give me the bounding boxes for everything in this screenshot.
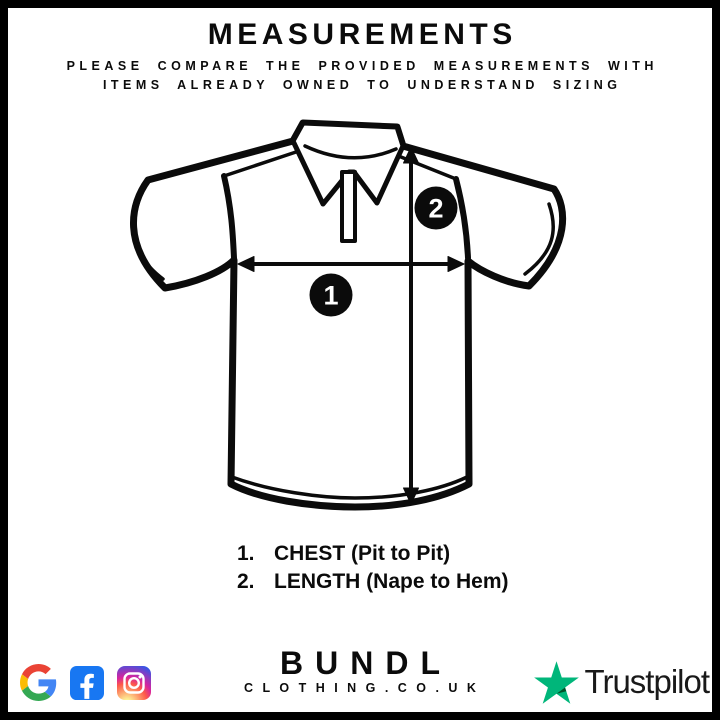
subtitle-line-1: PLEASE COMPARE THE PROVIDED MEASUREMENTS WITH — [66, 59, 658, 73]
legend-item-length — [237, 568, 509, 596]
trustpilot-logo[interactable] — [534, 660, 709, 704]
marker-length-number: 2 — [428, 193, 444, 224]
brand-name: BUNDL — [280, 645, 452, 681]
legend-item-chest — [237, 540, 509, 568]
header — [0, 18, 720, 95]
legend-label: CHEST (Pit to Pit) — [274, 542, 451, 565]
measurement-legend — [237, 540, 509, 596]
marker-length — [415, 187, 458, 230]
subtitle-line-2: ITEMS ALREADY OWNED TO UNDERSTAND SIZING — [102, 78, 622, 92]
trustpilot-wordmark: Trustpilot — [584, 663, 709, 700]
marker-chest — [310, 274, 353, 317]
placket — [342, 172, 355, 241]
marker-chest-number: 1 — [323, 280, 339, 311]
legend-number: 1. — [237, 542, 255, 565]
legend-number: 2. — [237, 570, 255, 593]
brand-domain: C L O T H I N G . C O . U K — [244, 681, 479, 695]
legend-label: LENGTH (Nape to Hem) — [274, 570, 509, 593]
page-title: MEASUREMENTS — [207, 18, 517, 51]
polo-shirt-outline — [133, 123, 562, 507]
trustpilot-star-icon — [534, 661, 579, 704]
